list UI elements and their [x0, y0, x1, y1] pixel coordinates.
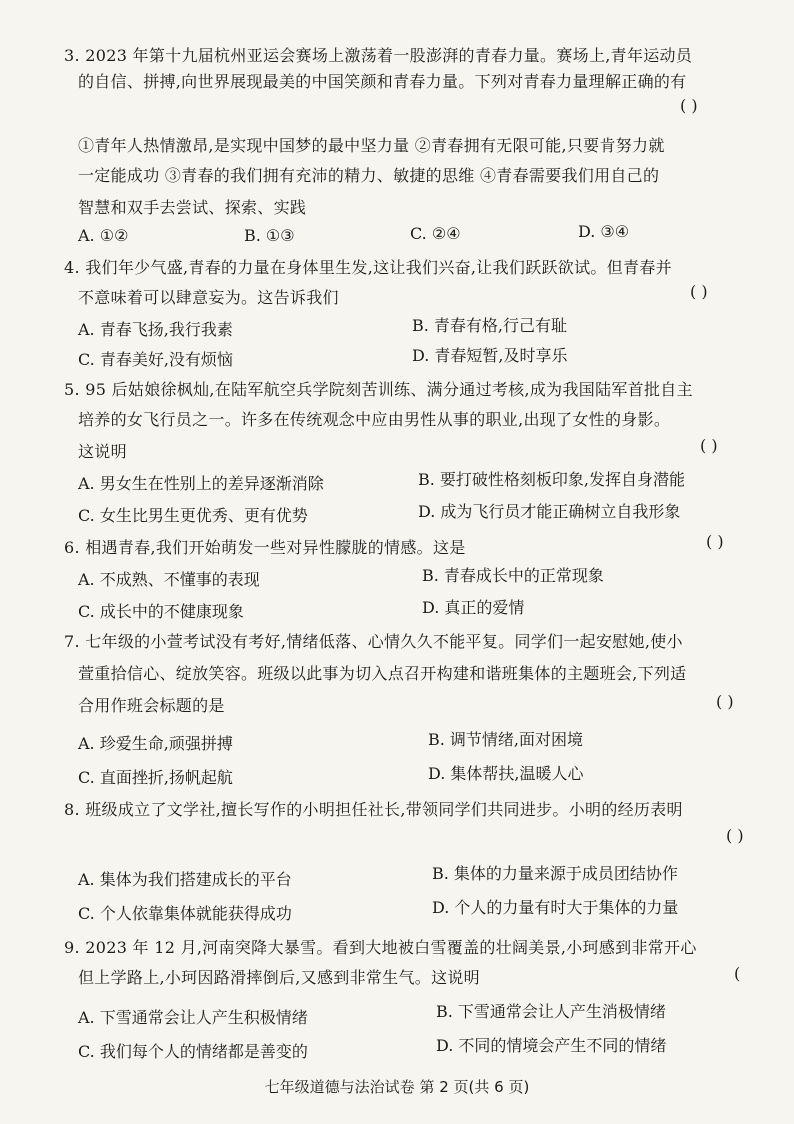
question-4-line-1: 4. 我们年少气盛,青春的力量在身体里生发,这让我们兴奋,让我们跃跃欲试。但青春并 — [64, 258, 672, 277]
option-b: B. 下雪通常会让人产生消极情绪 — [436, 1002, 666, 1021]
question-6-line-1: 6. 相遇青春,我们开始萌发一些对异性朦胧的情感。这是 — [64, 538, 466, 557]
option-c: C. 青春美好,没有烦恼 — [78, 350, 233, 369]
option-d: D. 个人的力量有时大于集体的力量 — [432, 898, 679, 917]
question-8-line-1: 8. 班级成立了文学社,擅长写作的小明担任社长,带领同学们共同进步。小明的经历表明 — [64, 800, 683, 819]
question-4-line-2: 不意味着可以肆意妄为。这告诉我们 — [78, 288, 339, 307]
option-b: B. 调节情绪,面对困境 — [428, 730, 584, 749]
option-b: B. 集体的力量来源于成员团结协作 — [432, 864, 678, 883]
option-b: B. 青春有格,行己有耻 — [412, 316, 568, 335]
question-3-line-3: ①青年人热情激昂,是实现中国梦的最中坚力量 ②青春拥有无限可能,只要肯努力就 — [78, 136, 665, 155]
answer-bracket: ( ) — [726, 826, 744, 845]
option-a: A. 集体为我们搭建成长的平台 — [78, 870, 292, 889]
option-d: D. 集体帮扶,温暖人心 — [428, 764, 584, 783]
question-5-line-1: 5. 95 后姑娘徐枫灿,在陆军航空兵学院刻苦训练、满分通过考核,成为我国陆军首批自主 — [64, 380, 693, 399]
option-a: A. 青春飞扬,我行我素 — [78, 320, 233, 339]
question-3-line-2: 的自信、拼搏,向世界展现最美的中国笑颜和青春力量。下列对青春力量理解正确的有 — [78, 72, 687, 91]
option-c: C. ②④ — [410, 224, 461, 243]
option-a: A. ①② — [78, 226, 129, 245]
option-a: A. 下雪通常会让人产生积极情绪 — [78, 1008, 308, 1027]
option-d: D. 真正的爱情 — [422, 598, 525, 617]
option-d: D. ③④ — [578, 222, 630, 241]
question-7-line-2: 萱重拾信心、绽放笑容。班级以此事为切入点召开构建和谐班集体的主题班会,下列适 — [78, 664, 687, 683]
question-5-line-3: 这说明 — [78, 442, 127, 461]
option-b: B. 要打破性格刻板印象,发挥自身潜能 — [418, 470, 686, 489]
option-a: A. 不成熟、不懂事的表现 — [78, 570, 260, 589]
answer-bracket: ( ) — [716, 692, 734, 711]
answer-bracket: ( — [734, 964, 741, 983]
question-3-line-4: 一定能成功 ③青春的我们拥有充沛的精力、敏捷的思维 ④青春需要我们用自己的 — [78, 166, 660, 185]
option-a: A. 男女生在性别上的差异逐渐消除 — [78, 474, 324, 493]
option-a: A. 珍爱生命,顽强拼搏 — [78, 734, 233, 753]
question-5-line-2: 培养的女飞行员之一。许多在传统观念中应由男性从事的职业,出现了女性的身影。 — [78, 410, 671, 429]
option-b: B. ①③ — [244, 226, 295, 245]
answer-bracket: ( ) — [690, 282, 708, 301]
question-3-line-5: 智慧和双手去尝试、探索、实践 — [78, 198, 307, 217]
question-3-line-1: 3. 2023 年第十九届杭州亚运会赛场上激荡着一股澎湃的青春力量。赛场上,青年运动员 — [64, 46, 693, 65]
option-d: D. 成为飞行员才能正确树立自我形象 — [418, 502, 681, 521]
page-footer: 七年级道德与法治试卷 第 2 页(共 6 页) — [264, 1078, 530, 1096]
option-c: C. 直面挫折,扬帆起航 — [78, 768, 233, 787]
question-7-line-3: 合用作班会标题的是 — [78, 696, 225, 715]
answer-bracket: ( ) — [706, 532, 724, 551]
answer-bracket: ( ) — [700, 436, 718, 455]
question-7-line-1: 7. 七年级的小萱考试没有考好,情绪低落、心情久久不能平复。同学们一起安慰她,使小 — [64, 632, 683, 651]
option-c: C. 成长中的不健康现象 — [78, 602, 244, 621]
option-b: B. 青春成长中的正常现象 — [422, 566, 604, 585]
option-c: C. 个人依靠集体就能获得成功 — [78, 904, 292, 923]
answer-bracket: ( ) — [680, 96, 698, 115]
option-c: C. 我们每个人的情绪都是善变的 — [78, 1042, 308, 1061]
option-d: D. 青春短暂,及时享乐 — [412, 346, 568, 365]
question-9-line-1: 9. 2023 年 12 月,河南突降大暴雪。看到大地被白雪覆盖的壮阔美景,小珂感到非常开心 — [64, 938, 697, 957]
question-9-line-2: 但上学路上,小珂因路滑摔倒后,又感到非常生气。这说明 — [78, 968, 480, 987]
option-c: C. 女生比男生更优秀、更有优势 — [78, 506, 308, 525]
option-d: D. 不同的情境会产生不同的情绪 — [436, 1036, 667, 1055]
